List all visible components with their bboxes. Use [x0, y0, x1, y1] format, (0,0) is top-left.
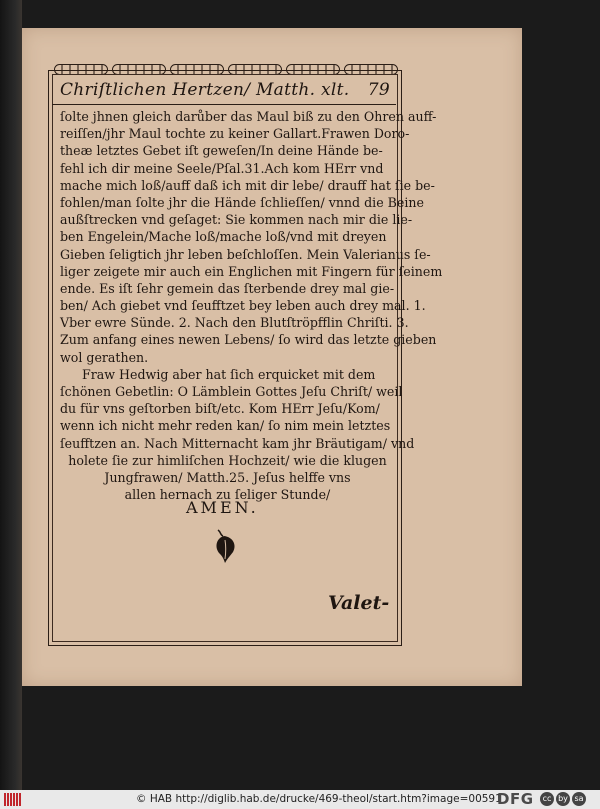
text-line: Jungfrawen/ Matth.25. Jeſus helffe vns: [104, 469, 351, 485]
text-line: allen hernach zu ſeliger Stunde/: [124, 487, 331, 503]
text-line: ende. Es iſt ſehr gemein das ſterbende drey mal gie-: [60, 280, 395, 296]
dfg-logo: DFG: [497, 790, 534, 808]
body-text: [60, 108, 443, 503]
sa-icon: sa: [572, 792, 586, 806]
viewer-footer: [0, 790, 600, 809]
text-line: theæ letztes Gebet iſt geweſen/In deine Hände be-: [60, 143, 383, 159]
text-line: Gieben ſeligtich jhr leben beſchloſſen. Mein Valerianus ſe-: [60, 246, 431, 262]
text-line: Zum anfang eines newen Lebens/ ſo wird das letzte gieben: [60, 332, 437, 348]
leaf-ornament-icon: [212, 528, 238, 564]
text-line: außſtrecken vnd geſaget: Sie kommen nach mir die lie-: [60, 212, 413, 228]
license-icons[interactable]: [540, 792, 586, 806]
closing-amen: AMEN.: [186, 498, 259, 517]
text-line: liger zeigete mir auch ein Englichen mit Fingern für ſeinem: [60, 263, 443, 279]
text-line: ſolte jhnen gleich darůber das Maul biß zu den Ohren auff-: [60, 109, 437, 124]
page-number: 79: [367, 80, 390, 100]
text-line: ſchönen Gebetlin: O Lämblein Gottes Jeſu Chriſt/ weil: [60, 384, 403, 399]
text-line: ben Engelein/Mache loß/mache loß/vnd mit dreyen: [60, 229, 387, 245]
running-head: [60, 80, 390, 102]
text-line: reiſſen/jhr Maul tochte zu keiner Gallart.Frawen Doro-: [60, 126, 410, 142]
text-line: Vber ewre Sünde. 2. Nach den Blutſtröpfflin Chriſti. 3.: [60, 315, 409, 331]
text-line: mache mich loß/auff daß ich mit dir lebe/ drauff hat ſie be-: [60, 177, 435, 193]
text-line: fehl ich dir meine Seele/Pſal.31.Ach kom HErr vnd: [60, 160, 384, 176]
source-credit-link[interactable]: © HAB http://diglib.hab.de/drucke/469-theol/start.htm?image=00591: [136, 793, 502, 805]
text-line: fohlen/man ſolte jhr die Hände ſchlieſſen/ vnnd die Beine: [60, 194, 424, 210]
text-line: ſeufftzen an. Nach Mitternacht kam jhr Bräutigam/ vnd: [60, 435, 415, 451]
header-rule: [52, 104, 396, 105]
cc-icon: cc: [540, 792, 554, 806]
text-line: ben/ Ach giebet vnd ſeufftzet bey leben auch drey mal. 1.: [60, 298, 426, 314]
hab-logo-icon: [4, 793, 21, 806]
text-line: wol gerathen.: [60, 349, 149, 365]
text-line: wenn ich nicht mehr reden kan/ ſo nim mein letztes: [60, 418, 391, 434]
text-line: holete ſie zur himliſchen Hochzeit/ wie die klugen: [68, 452, 387, 468]
catchword: Valet-: [328, 592, 390, 614]
text-line: Fraw Hedwig aber hat ſich erquicket mit dem: [82, 366, 376, 382]
by-icon: by: [556, 792, 570, 806]
book-spine-edge: [0, 0, 22, 790]
text-line: du für vns geſtorben biſt/etc. Kom HErr Jeſu/Kom/: [60, 401, 380, 417]
running-head-title: Chriſtlichen Hertzen/ Matth. xlt.: [60, 80, 350, 100]
